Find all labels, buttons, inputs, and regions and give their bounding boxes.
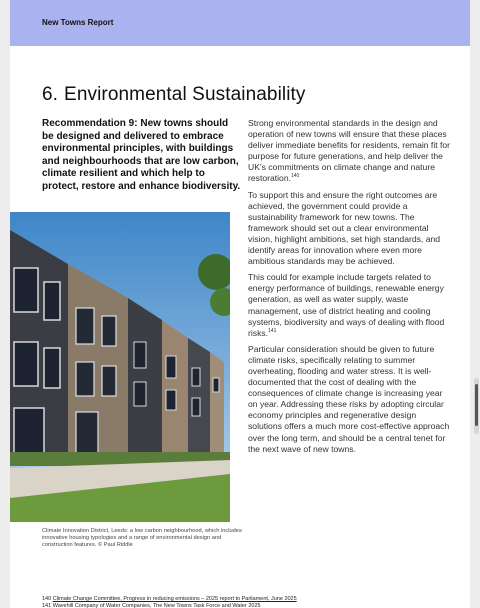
footnote: 140 Climate Change Committee, Progress in reducing emissions – 2025 report to Parliament, June 2025 [42, 596, 297, 602]
photo-caption: Climate Innovation District, Leeds: a low carbon neighbourhood, which includes innovative housing typologies and a range of environmental design and construction features. © Paul Riddle [42, 528, 242, 549]
footnote: 141 Wavehill Company of Water Companies, The New Towns Task Force and Water 2025 [42, 603, 261, 608]
section-title: Environmental Sustainability [64, 84, 306, 105]
scrollbar-thumb[interactable] [475, 384, 478, 426]
section-heading [42, 84, 306, 106]
footnotes [42, 596, 462, 608]
report-title: New Towns Report [42, 18, 114, 27]
footnote-link[interactable]: Climate Change Committee, Progress in reducing emissions – 2025 report to Parliament, June 2025 [52, 596, 297, 602]
paragraph: To support this and ensure the right outcomes are achieved, the government could provide a sustainability framework for new towns. The framework should set out a clear environmental vision, highlight ambitions, set high standards, and identify areas for innovation where even more ambitious standards may be achieved. [248, 189, 441, 267]
paragraph: Particular consideration should be given to future climate risks, specifically relating to summer overheating, flooding and water stress. It is well-documented that the cost of dealing with the consequences of climate change is increasing year on year. Addressing these risks by adopting circular economy principles and regenerative design solutions offers a much more cost-effective approach over the long term, and should be a central tenet for the next wave of new towns. [248, 343, 450, 454]
housing-photo [10, 212, 230, 522]
footnote-ref[interactable]: 141 [268, 327, 277, 334]
paragraph: Strong environmental standards in the design and operation of new towns will ensure that these places deliver immediate benefits for residents, remain fit for purpose for future generations, and help deliver the UK's commitments on climate change and nature restoration.$^{140}$ [248, 118, 451, 184]
section-number: 6. [42, 84, 59, 105]
paragraph: This could for example include targets related to energy performance of buildings, renewable energy generation, as well as water supply, waste management, use of district heating and cooling systems, biodiversity and ways of dealing with flood risks.$^{141}$ [248, 272, 445, 338]
footnote-ref[interactable]: 140 [291, 173, 300, 180]
recommendation-text: Recommendation 9: New towns should be designed and delivered to embrace environmental principles, with buildings and neighbourhoods that are low carbon, climate resilient and which help to protect, restore and enhance biodiversity. [42, 118, 241, 192]
body-text-column [248, 118, 452, 460]
header-band [10, 0, 470, 46]
footnote-link[interactable]: Wavehill Company of Water Companies, The New Towns Task Force and Water 2025 [52, 603, 261, 608]
document-page [10, 0, 470, 608]
